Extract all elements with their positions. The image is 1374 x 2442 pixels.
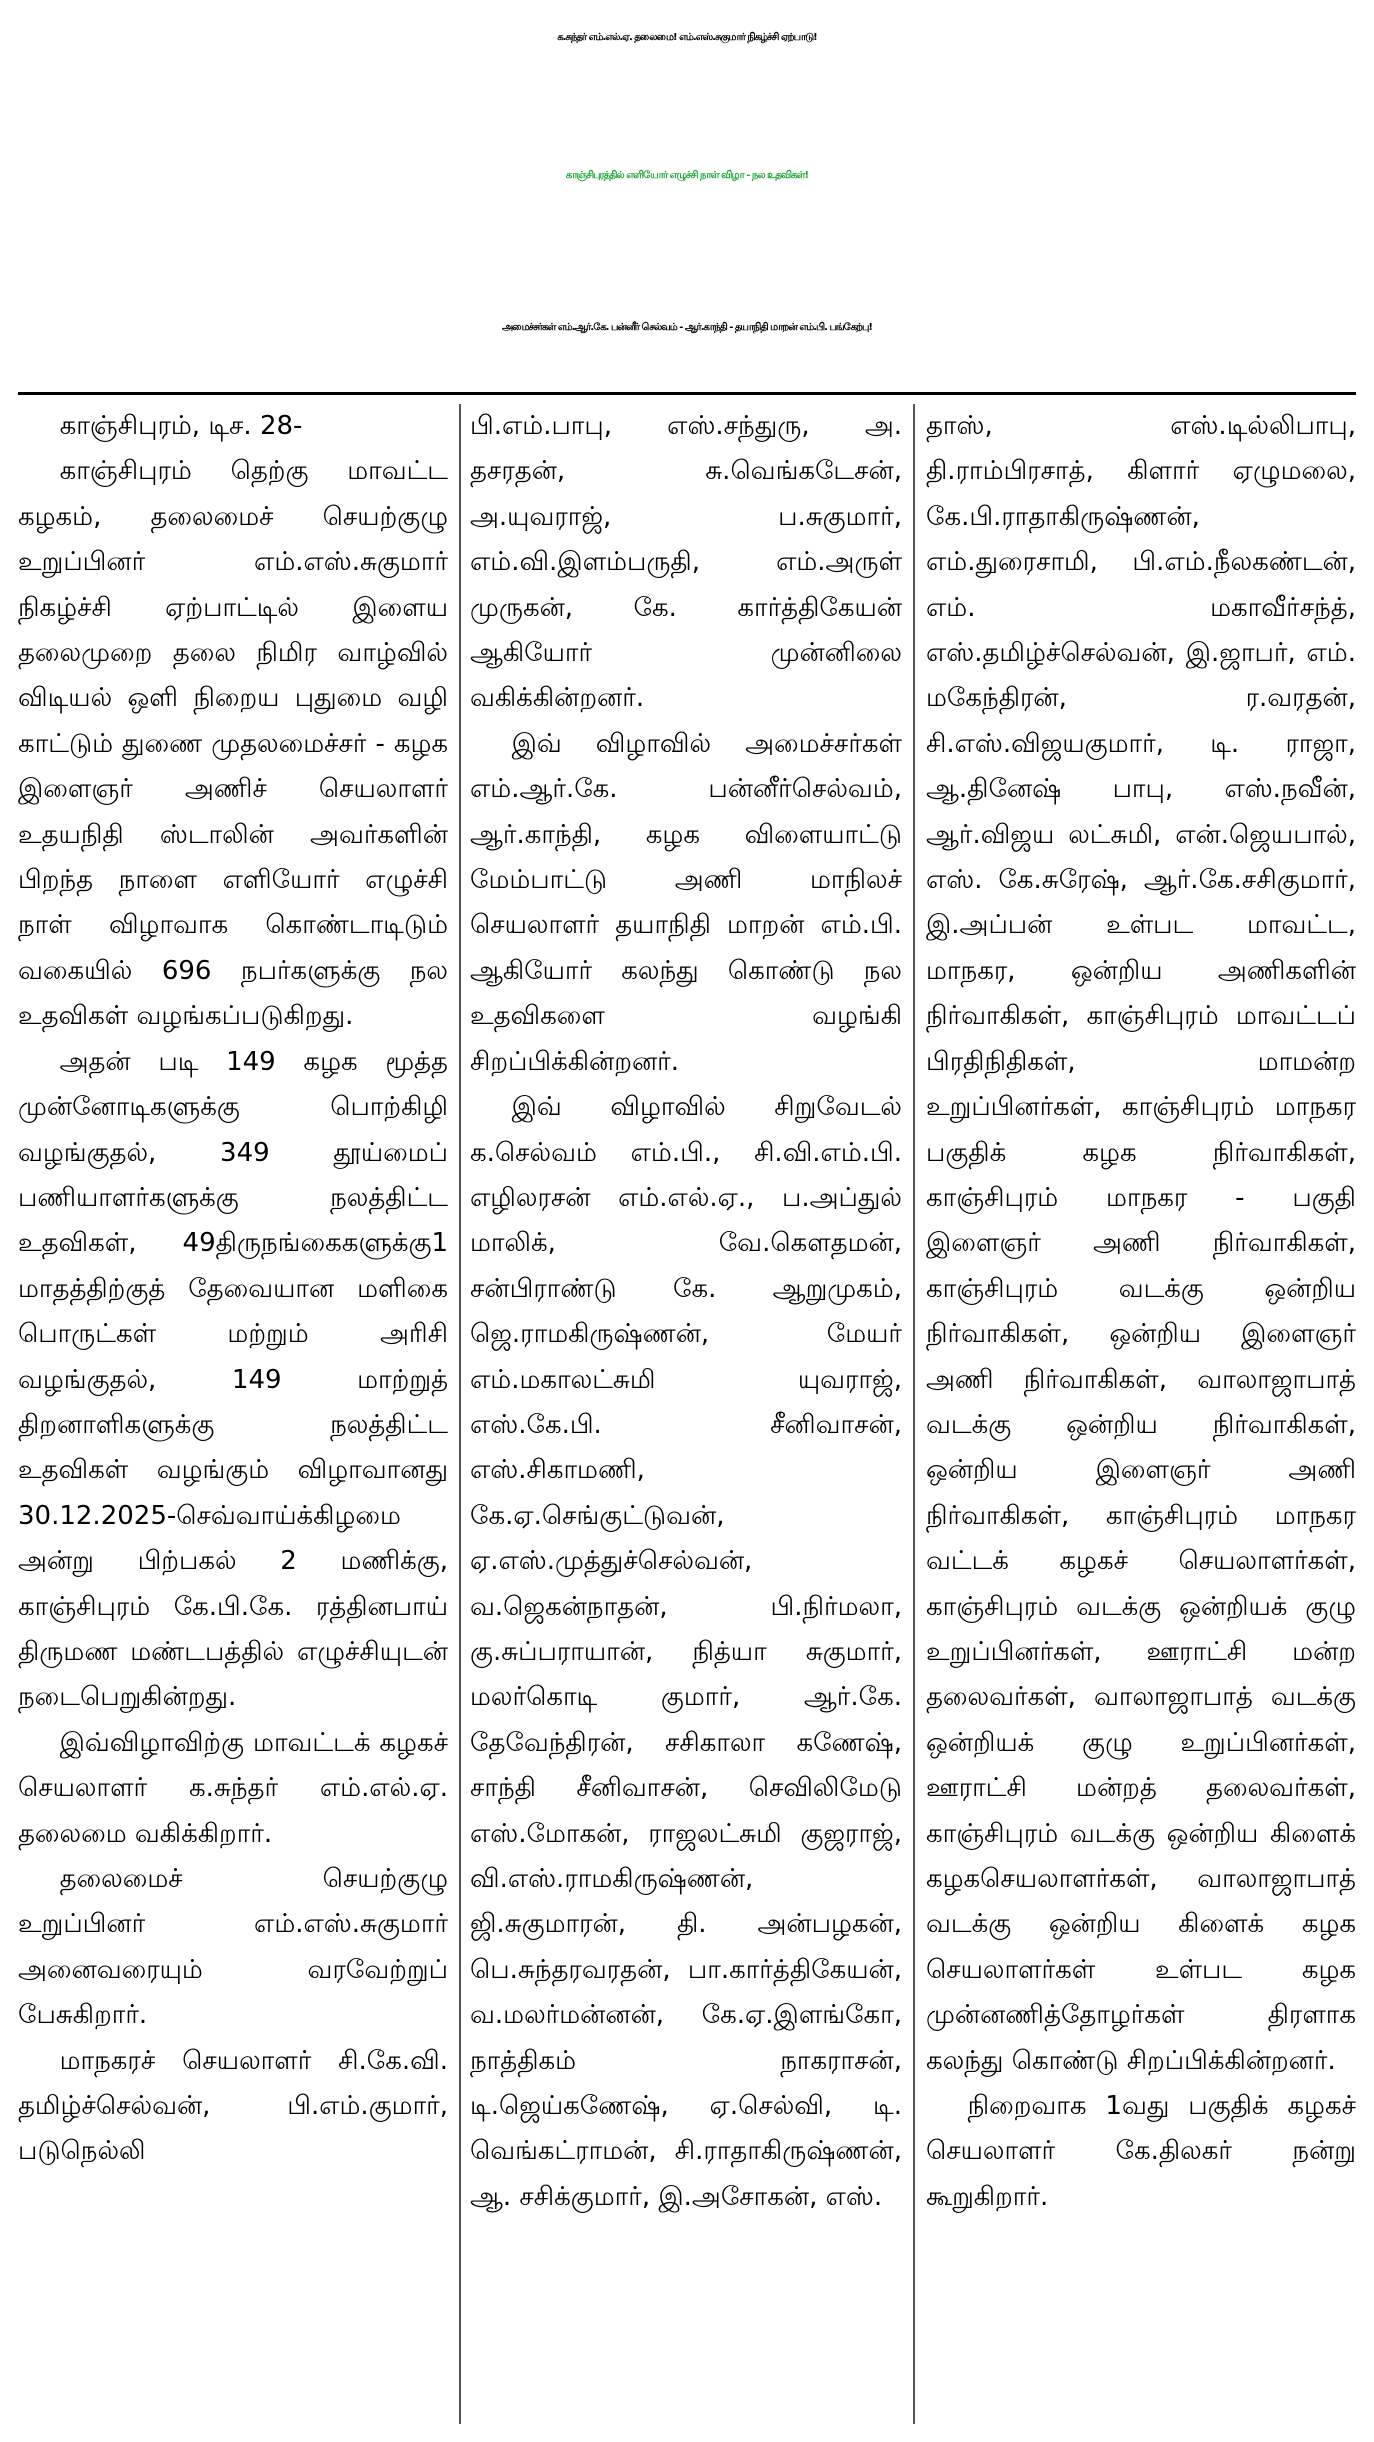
headline-top: க.சுந்தர் எம்.எல்.ஏ. தலைமை! எம்.எஸ்.சுகுமார் நிகழ்ச்சி ஏற்பாடு!: [557, 32, 817, 43]
article-paragraph: இவ் விழாவில் சிறுவேடல் க.செல்வம் எம்.பி., சி.வி.எம்.பி. எழிலரசன் எம்.எல்.ஏ., ப.அப்துல் மாலிக், வே.கௌதமன், சன்பிராண்டு கே. ஆறுமுகம், ஜெ.ராமகிருஷ்ணன், மேயர் எம்.மகாலட்சுமி யுவராஜ், எஸ்.கே.பி. சீனிவாசன், எஸ்.சிகாமணி, கே.ஏ.செங்குட்டுவன், ஏ.எஸ்.முத்துச்செல்வன், வ.ஜெகன்நாதன், பி.நிர்மலா, கு.சுப்பராயான், நித்யா சுகுமார், மலர்கொடி குமார், ஆர்.கே. தேவேந்திரன், சசிகாலா கணேஷ், சாந்தி சீனிவாசன், செவிலிமேடு எஸ்.மோகன், ராஜலட்சுமி குஜராஜ், வி.எஸ்.ராமகிருஷ்ணன், ஜி.சுகுமாரன், தி. அன்பழகன், பெ.சுந்தரவரதன், பா.கார்த்திகேயன், வ.மலர்மன்னன், கே.ஏ.இளங்கோ, நாத்திகம் நாகராசன், டி.ஜெய்கணேஷ், ஏ.செல்வி, டி. வெங்கட்ராமன், சி.ராதாகிருஷ்ணன், ஆ. சசிக்குமார், இ.அசோகன், எஸ்.: [470, 1092, 902, 2212]
dateline: காஞ்சிபுரம், டிச. 28-: [59, 411, 303, 441]
header-divider: [18, 392, 1356, 395]
article-paragraph: அதன் படி 149 கழக மூத்த முன்னோடிகளுக்கு பொற்கிழி வழங்குதல், 349 தூய்மைப் பணியாளர்களுக்கு நலத்திட்ட உதவிகள், 49திருநங்கைகளுக்கு1 மாதத்திற்குத் தேவையான மளிகை பொருட்கள் மற்றும் அரிசி வழங்குதல், 149 மாற்றுத் திறனாளிகளுக்கு நலத்திட்ட உதவிகள் வழங்கும் விழாவானது 30.12.2025-செவ்வாய்க்கிழமை அன்று பிற்பகல் 2 மணிக்கு, காஞ்சிபுரம் கே.பி.கே. ரத்தினபாய் திருமண மண்டபத்தில் எழுச்சியுடன் நடைபெறுகின்றது.: [18, 1046, 448, 1713]
column-divider: [913, 404, 915, 2424]
article-paragraph: காஞ்சிபுரம் தெற்கு மாவட்ட கழகம், தலைமைச் செயற்குழு உறுப்பினர் எம்.எஸ்.சுகுமார் நிகழ்ச்சி ஏற்பாட்டில் இளைய தலைமுறை தலை நிமிர வாழ்வில் விடியல் ஒளி நிறைய புதுமை வழி காட்டும் துணை முதலமைச்சர் - கழக இளைஞர் அணிச் செயலாளர் உதயநிதி ஸ்டாலின் அவர்களின் பிறந்த நாளை எளியோர் எழுச்சி நாள் விழாவாக கொண்டாடிடும் வகையில் 696 நபர்களுக்கு நல உதவிகள் வழங்கப்படுகிறது.: [18, 456, 448, 1032]
article-column-2: [470, 404, 902, 2432]
article-column-3: [926, 404, 1356, 2432]
headline-main: காஞ்சிபுரத்தில் எளியோர் எழுச்சி நாள் விழா - நல உதவிகள்!: [565, 170, 809, 181]
article-paragraph: தாஸ், எஸ்.டில்லிபாபு, தி.ராம்பிரசாத், கிளார் ஏழுமலை, கே.பி.ராதாகிருஷ்ணன், எம்.துரைசாமி, பி.எம்.நீலகண்டன், எம். மகாவீர்சந்த், எஸ்.தமிழ்ச்செல்வன், இ.ஜாபர், எம். மகேந்திரன், ர.வரதன், சி.எஸ்.விஜயகுமார், டி. ராஜா, ஆ.தினேஷ் பாபு, எஸ்.நவீன், ஆர்.விஜய லட்சுமி, என்.ஜெயபால், எஸ். கே.சுரேஷ், ஆர்.கே.சசிகுமார், இ.அப்பன் உள்பட மாவட்ட, மாநகர, ஒன்றிய அணிகளின் நிர்வாகிகள், காஞ்சிபுரம் மாவட்டப் பிரதிநிதிகள், மாமன்ற உறுப்பினர்கள், காஞ்சிபுரம் மாநகர பகுதிக் கழக நிர்வாகிகள், காஞ்சிபுரம் மாநகர - பகுதி இளைஞர் அணி நிர்வாகிகள், காஞ்சிபுரம் வடக்கு ஒன்றிய நிர்வாகிகள், ஒன்றிய இளைஞர் அணி நிர்வாகிகள், வாலாஜாபாத் வடக்கு ஒன்றிய நிர்வாகிகள், ஒன்றிய இளைஞர் அணி நிர்வாகிகள், காஞ்சிபுரம் மாநகர வட்டக் கழகச் செயலாளர்கள், காஞ்சிபுரம் வடக்கு ஒன்றியக் குழு உறுப்பினர்கள், ஊராட்சி மன்ற தலைவர்கள், வாலாஜாபாத் வடக்கு ஒன்றியக் குழு உறுப்பினர்கள், ஊராட்சி மன்றத் தலைவர்கள், காஞ்சிபுரம் வடக்கு ஒன்றிய கிளைக் கழகசெயலாளர்கள், வாலாஜாபாத் வடக்கு ஒன்றிய கிளைக் கழக செயலாளர்கள் உள்பட கழக முன்னணித்தோழர்கள் திரளாக கலந்து கொண்டு சிறப்பிக்கின்றனர்.: [926, 411, 1356, 2076]
article-paragraph: நிறைவாக 1வது பகுதிக் கழகச் செயலாளர் கே.திலகர் நன்று கூறுகிறார்.: [926, 2091, 1356, 2212]
article-paragraph: பி.எம்.பாபு, எஸ்.சந்துரு, அ. தசரதன், சு.வெங்கடேசன், அ.யுவராஜ், ப.சுகுமார், எம்.வி.இளம்பருதி, எம்.அருள் முருகன், கே. கார்த்திகேயன் ஆகியோர் முன்னிலை வகிக்கின்றனர்.: [470, 411, 902, 714]
column-divider: [459, 404, 461, 2424]
article-paragraph: இவ்விழாவிற்கு மாவட்டக் கழகச் செயலாளர் க.சுந்தர் எம்.எல்.ஏ. தலைமை வகிக்கிறார்.: [18, 1727, 448, 1849]
article-paragraph: இவ் விழாவில் அமைச்சர்கள் எம்.ஆர்.கே. பன்னீர்செல்வம், ஆர்.காந்தி, கழக விளையாட்டு மேம்பாட்டு அணி மாநிலச் செயலாளர் தயாநிதி மாறன் எம்.பி. ஆகியோர் கலந்து கொண்டு நல உதவிகளை வழங்கி சிறப்பிக்கின்றனர்.: [470, 728, 902, 1077]
article-paragraph: தலைமைச் செயற்குழு உறுப்பினர் எம்.எஸ்.சுகுமார் அனைவரையும் வரவேற்றுப் பேசுகிறார்.: [18, 1864, 448, 2031]
article-column-1: [18, 404, 448, 2432]
article-paragraph: மாநகரச் செயலாளர் சி.கே.வி. தமிழ்ச்செல்வன், பி.எம்.குமார், படுநெல்லி: [18, 2045, 448, 2167]
headline-subtitle: அமைச்சர்கள் எம்.ஆர்.கே. பன்னீர் செல்வம் - ஆர்.காந்தி - தயாநிதி மாறன் எம்.பி. பங்கேற்பு!: [502, 322, 872, 333]
